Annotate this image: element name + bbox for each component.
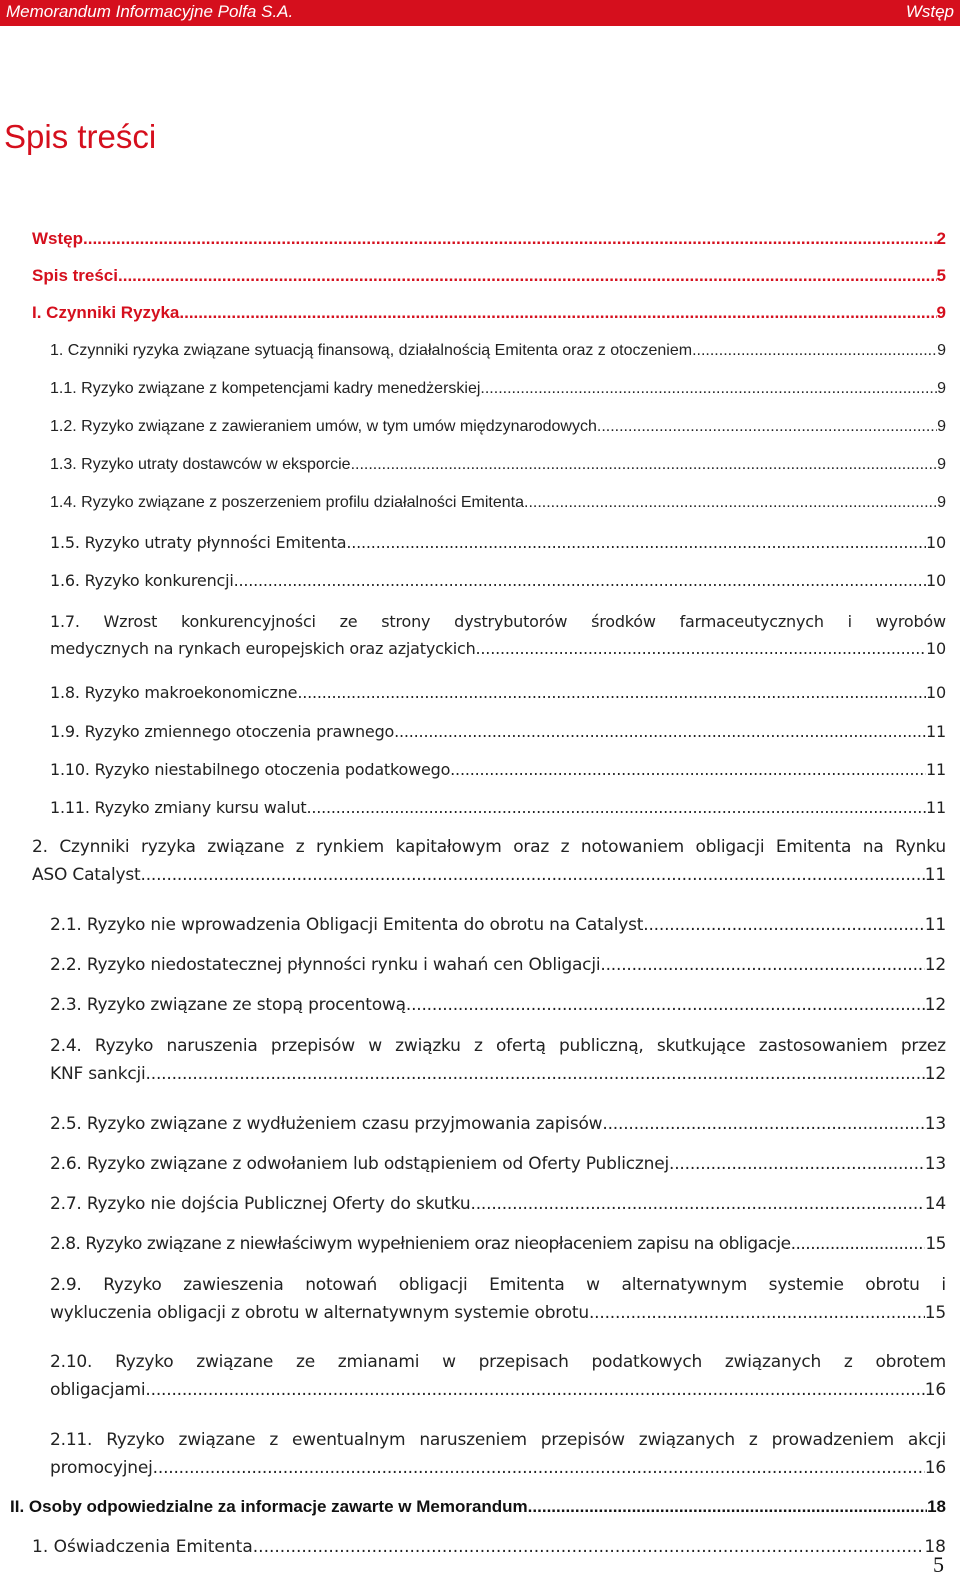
toc-entry-label: 2.1. Ryzyko nie wprowadzenia Obligacji Emitenta do obrotu na Catalyst: [50, 915, 644, 935]
dot-leader: [528, 1497, 927, 1517]
toc-entry-page: 16: [924, 1458, 946, 1478]
toc-entry-label: 1.3. Ryzyko utraty dostawców w eksporcie: [50, 456, 351, 473]
dot-leader: [253, 1537, 925, 1557]
toc-entry-wstep[interactable]: [32, 229, 946, 249]
toc-entry-page: 9: [937, 380, 946, 397]
toc-word: Ryzyko: [106, 1430, 165, 1450]
toc-entry-first-line: [50, 1275, 946, 1295]
toc-entry-1-9[interactable]: [50, 722, 946, 741]
toc-entry-label: ASO Catalyst: [32, 865, 141, 885]
toc-word: z: [474, 1036, 483, 1056]
toc-word: Emitenta: [775, 837, 852, 857]
toc-word: związanych: [638, 1430, 735, 1450]
toc-entry-label: 1.2. Ryzyko związane z zawieraniem umów, w tym umów międzynarodowych: [50, 418, 597, 435]
toc-word: notowaniem: [580, 837, 684, 857]
toc-word: Emitenta: [489, 1275, 565, 1295]
dot-leader: [692, 342, 937, 360]
toc-entry-1-6[interactable]: [50, 571, 946, 590]
toc-entry-2-11[interactable]: [50, 1430, 946, 1478]
toc-word: ofertą: [495, 1036, 546, 1056]
toc-entry-label: 1. Oświadczenia Emitenta: [32, 1537, 253, 1557]
toc-word: obligacji: [695, 837, 765, 857]
toc-entry-label: promocyjnej: [50, 1458, 153, 1478]
toc-entry-page: 5: [936, 266, 946, 285]
dot-leader: [600, 955, 924, 975]
toc-entry-second-line: [50, 1064, 946, 1084]
toc-entry-2-5[interactable]: [50, 1114, 946, 1134]
toc-word: 2.9.: [50, 1275, 82, 1295]
toc-word: kapitałowym: [395, 837, 502, 857]
toc-entry-second-line: [50, 639, 946, 658]
toc-entry-second-line: [50, 1303, 946, 1323]
toc-word: akcji: [907, 1430, 946, 1450]
toc-word: zmianami: [337, 1352, 420, 1372]
toc-entry-page: 10: [926, 533, 946, 552]
toc-entry-2-4[interactable]: [50, 1036, 946, 1084]
toc-word: związane: [178, 1430, 256, 1450]
dot-leader: [791, 1234, 926, 1254]
dot-leader: [179, 303, 936, 323]
dot-leader: [406, 995, 925, 1015]
toc-entry-czynniki-ryzyka[interactable]: [32, 303, 946, 323]
header-document-title: Memorandum Informacyjne Polfa S.A.: [6, 2, 294, 21]
toc-word: z: [560, 837, 570, 857]
toc-word: farmaceutycznych: [679, 612, 824, 631]
toc-word: 2.: [32, 837, 48, 857]
toc-entry-label: obligacjami: [50, 1380, 146, 1400]
dot-leader: [394, 722, 926, 741]
dot-leader: [234, 571, 926, 590]
toc-word: Ryzyko: [115, 1352, 174, 1372]
toc-word: Czynniki: [59, 837, 130, 857]
toc-entry-label: 2.6. Ryzyko związane z odwołaniem lub odstąpieniem od Oferty Publicznej: [50, 1154, 670, 1174]
toc-entry-first-line: [50, 1036, 946, 1056]
toc-entry-label: II. Osoby odpowiedzialne za informacje zawarte w Memorandum: [10, 1497, 528, 1516]
toc-word: naruszenia: [166, 1036, 258, 1056]
toc-word: obligacji: [398, 1275, 468, 1295]
toc-entry-2-6[interactable]: [50, 1154, 946, 1174]
dot-leader: [589, 1303, 925, 1323]
toc-entry-label: 2.2. Ryzyko niedostatecznej płynności rynku i wahań cen Obligacji: [50, 955, 601, 975]
toc-entry-1-10[interactable]: [50, 760, 946, 779]
toc-entry-page: 9: [937, 418, 946, 435]
toc-word: wyrobów: [875, 612, 946, 631]
toc-word: 2.11.: [50, 1430, 93, 1450]
toc-entry-page: 13: [924, 1114, 946, 1134]
toc-entry-second-line: [32, 865, 946, 885]
toc-entry-oswiadczenia[interactable]: [32, 1537, 946, 1557]
toc-word: i: [847, 612, 852, 631]
toc-entry-label: 1.10. Ryzyko niestabilnego otoczenia podatkowego: [50, 760, 451, 779]
toc-entry-label: 1.9. Ryzyko zmiennego otoczenia prawnego: [50, 722, 395, 741]
toc-word: przepisach: [478, 1352, 569, 1372]
toc-word: środków: [591, 612, 656, 631]
toc-entry-page: 15: [924, 1303, 946, 1323]
toc-entry-label: 1.1. Ryzyko związane z kompetencjami kadry menedżerskiej: [50, 380, 481, 397]
toc-word: przepisów: [270, 1036, 355, 1056]
toc-word: związku: [395, 1036, 461, 1056]
toc-entry-page: 11: [924, 915, 946, 935]
toc-entry-2-7[interactable]: [50, 1194, 946, 1214]
toc-word: zastosowaniem: [758, 1036, 888, 1056]
toc-entry-second-line: [50, 1458, 946, 1478]
toc-entry-page: 9: [937, 456, 946, 473]
dot-leader: [669, 1154, 925, 1174]
toc-word: ze: [339, 612, 358, 631]
toc-word: dystrybutorów: [454, 612, 568, 631]
dot-leader: [450, 760, 926, 779]
toc-entry-2-3[interactable]: [50, 995, 946, 1015]
dot-leader: [306, 798, 926, 817]
toc-word: Ryzyko: [103, 1275, 162, 1295]
dot-leader: [83, 229, 937, 249]
toc-word: Rynku: [895, 837, 946, 857]
toc-entry-page: 11: [926, 722, 946, 741]
toc-word: strony: [381, 612, 431, 631]
toc-entry-2-1[interactable]: [50, 915, 946, 935]
toc-entry-page: 13: [924, 1154, 946, 1174]
toc-entry-first-line: [50, 1352, 946, 1372]
toc-entry-label: 1.5. Ryzyko utraty płynności Emitenta: [50, 533, 347, 552]
toc-entry-first-line: [50, 1430, 946, 1450]
page-title: Spis treści: [4, 118, 157, 155]
dot-leader: [597, 418, 937, 436]
toc-word: w: [368, 1036, 382, 1056]
toc-entry-first-line: [32, 837, 946, 857]
toc-word: związane: [196, 1352, 274, 1372]
toc-word: prowadzeniem: [771, 1430, 894, 1450]
toc-word: przepisów: [540, 1430, 625, 1450]
toc-word: z: [295, 837, 305, 857]
dot-leader: [146, 1064, 925, 1084]
toc-entry-label: 2.8. Ryzyko związane z niewłaściwym wypełnieniem oraz nieopłaceniem zapisu na obligacje: [50, 1234, 791, 1254]
toc-entry-2-10[interactable]: [50, 1352, 946, 1400]
toc-word: skutkujące: [656, 1036, 746, 1056]
toc-entry-page: 18: [924, 1537, 946, 1557]
dot-leader: [480, 380, 937, 398]
toc-word: związane: [207, 837, 285, 857]
toc-entry-page: 10: [926, 639, 946, 658]
dot-leader: [346, 533, 926, 552]
dot-leader: [471, 1194, 925, 1214]
dot-leader: [643, 915, 925, 935]
toc-entry-label: 2.3. Ryzyko związane ze stopą procentową: [50, 995, 406, 1015]
toc-entry-first-line: [50, 612, 946, 631]
dot-leader: [602, 1114, 924, 1134]
toc-entry-2-2[interactable]: [50, 955, 946, 975]
toc-entry-label: medycznych na rynkach europejskich oraz azjatyckich: [50, 639, 476, 658]
toc-entry-1-8[interactable]: [50, 683, 946, 702]
toc-entry-1-4[interactable]: [50, 494, 946, 512]
toc-entry-label: 1.11. Ryzyko zmiany kursu walut: [50, 798, 307, 817]
toc-entry-page: 10: [926, 571, 946, 590]
toc-word: 1.7.: [50, 612, 80, 631]
toc-word: i: [941, 1275, 946, 1295]
toc-entry-second-line: [50, 1380, 946, 1400]
toc-word: rynkiem: [316, 837, 385, 857]
toc-word: oraz: [513, 837, 550, 857]
toc-entry-page: 15: [925, 1234, 946, 1254]
toc-entry-1[interactable]: [50, 342, 946, 360]
toc-entry-1-11[interactable]: [50, 798, 946, 817]
toc-word: notowań: [305, 1275, 378, 1295]
page-number: 5: [933, 1552, 944, 1577]
toc-entry-page: 12: [924, 955, 946, 975]
toc-entry-page: 2: [936, 229, 946, 248]
dot-leader: [140, 865, 924, 885]
toc-entry-1-3[interactable]: [50, 456, 946, 474]
toc-entry-label: 2.5. Ryzyko związane z wydłużeniem czasu przyjmowania zapisów: [50, 1114, 603, 1134]
toc-entry-osoby-odpowiedzialne[interactable]: [10, 1497, 946, 1517]
toc-word: publiczną,: [558, 1036, 644, 1056]
dot-leader: [297, 683, 926, 702]
toc-word: naruszeniem: [419, 1430, 527, 1450]
toc-word: związanych: [724, 1352, 822, 1372]
header-section-title: Wstęp: [905, 2, 954, 21]
toc-entry-page: 12: [924, 1064, 946, 1084]
toc-word: 2.10.: [50, 1352, 93, 1372]
toc-word: z: [269, 1430, 279, 1450]
toc-entry-1-2[interactable]: [50, 418, 946, 436]
toc-word: Wzrost: [103, 612, 158, 631]
toc-entry-label: 1.6. Ryzyko konkurencji: [50, 571, 234, 590]
dot-leader: [351, 456, 938, 474]
toc-entry-page: 14: [924, 1194, 946, 1214]
toc-entry-1-7[interactable]: [50, 612, 946, 658]
toc-word: na: [862, 837, 884, 857]
toc-word: ryzyka: [140, 837, 196, 857]
toc-entry-page: 9: [936, 303, 946, 322]
dot-leader: [524, 494, 937, 512]
toc-entry-label: 1. Czynniki ryzyka związane sytuacją finansową, działalnością Emitenta oraz z otoczeniem: [50, 342, 693, 359]
page-header: [0, 0, 960, 26]
toc-word: z: [748, 1430, 758, 1450]
toc-word: konkurencyjności: [181, 612, 316, 631]
toc-entry-label: 1.4. Ryzyko związane z poszerzeniem profilu działalności Emitenta: [50, 494, 524, 511]
toc-word: podatkowych: [591, 1352, 703, 1372]
toc-entry-label: KNF sankcji: [50, 1064, 146, 1084]
toc-entry-label: 2.7. Ryzyko nie dojścia Publicznej Oferty do skutku: [50, 1194, 471, 1214]
toc-entry-label: Spis treści: [32, 266, 118, 285]
dot-leader: [476, 639, 927, 658]
toc-entry-2[interactable]: [32, 837, 946, 885]
toc-entry-2-9[interactable]: [50, 1275, 946, 1323]
toc-word: 2.4.: [50, 1036, 82, 1056]
toc-entry-page: 9: [937, 494, 946, 511]
toc-word: zawieszenia: [183, 1275, 284, 1295]
toc-entry-label: Wstęp: [32, 229, 83, 248]
toc-entry-spis-tresci[interactable]: [32, 266, 946, 286]
toc-word: ewentualnym: [292, 1430, 406, 1450]
toc-entry-1-1[interactable]: [50, 380, 946, 398]
toc-entry-page: 16: [924, 1380, 946, 1400]
dot-leader: [145, 1380, 924, 1400]
toc-entry-label: I. Czynniki Ryzyka: [32, 303, 180, 322]
toc-entry-page: 18: [927, 1497, 946, 1516]
toc-word: w: [442, 1352, 456, 1372]
toc-entry-page: 9: [937, 342, 946, 359]
toc-entry-page: 12: [924, 995, 946, 1015]
toc-word: przez: [900, 1036, 946, 1056]
toc-word: z: [843, 1352, 853, 1372]
toc-entry-2-8[interactable]: [50, 1234, 946, 1254]
toc-word: systemie: [768, 1275, 844, 1295]
dot-leader: [153, 1458, 925, 1478]
toc-word: w: [586, 1275, 600, 1295]
toc-entry-1-5[interactable]: [50, 533, 946, 552]
toc-entry-page: 11: [926, 760, 946, 779]
toc-word: Ryzyko: [94, 1036, 154, 1056]
toc-entry-page: 10: [926, 683, 946, 702]
toc-entry-label: 1.8. Ryzyko makroekonomiczne: [50, 683, 298, 702]
toc-entry-page: 11: [924, 865, 946, 885]
dot-leader: [118, 266, 937, 286]
toc-word: alternatywnym: [621, 1275, 748, 1295]
toc-word: ze: [295, 1352, 315, 1372]
toc-entry-label: wykluczenia obligacji z obrotu w alternatywnym systemie obrotu: [50, 1303, 589, 1323]
toc-entry-page: 11: [926, 798, 946, 817]
toc-word: obrotem: [875, 1352, 946, 1372]
toc-word: obrotu: [865, 1275, 920, 1295]
